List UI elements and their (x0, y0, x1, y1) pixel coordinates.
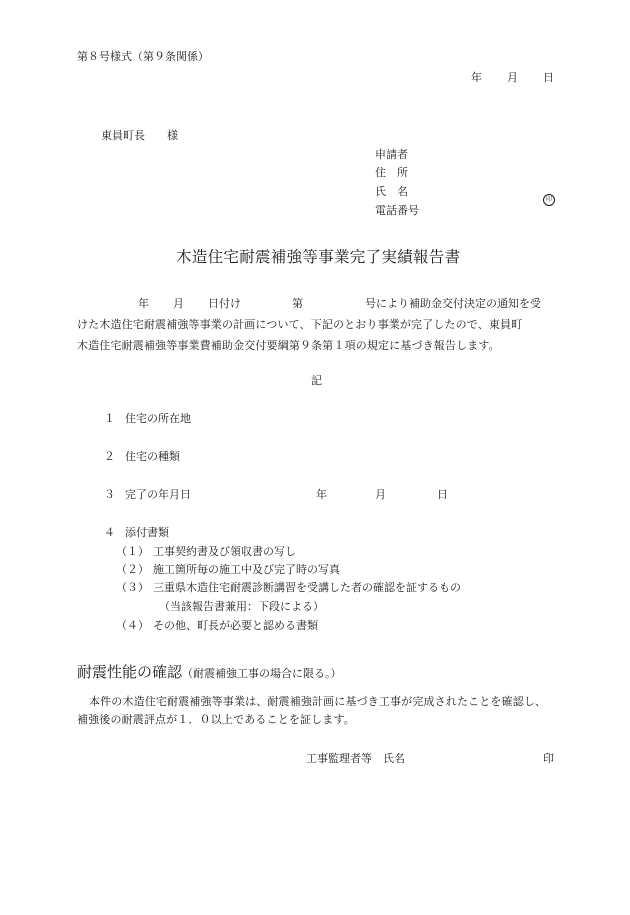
attachment-1-num: （１） (116, 545, 149, 558)
date-day: 日 (543, 71, 554, 84)
date-month: 月 (507, 71, 518, 84)
item-4-num: ４ (104, 526, 115, 539)
item-1-label: 住宅の所在地 (125, 412, 191, 425)
document-title: 木造住宅耐震補強等事業完了実績報告書 (176, 248, 461, 266)
attachment-1-text: 工事契約書及び領収書の写し (153, 545, 296, 558)
supervisor-label: 工事監理者等 氏名 (306, 752, 405, 765)
body-month: 月 (173, 297, 184, 310)
attachment-4-text: その他、町長が必要と認める書類 (153, 619, 318, 632)
applicant-address-label: 住 所 (375, 166, 408, 179)
item-3-label: 完了の年月日 (125, 488, 191, 501)
body-line2: けた木造住宅耐震補強等事業の計画について、下記のとおり事業が完了したので、東員町 (77, 318, 523, 331)
body-line3: 木造住宅耐震補強等事業費補助金交付要綱第９条第１項の規定に基づき報告します。 (77, 339, 500, 352)
item-3-month: 月 (375, 488, 386, 501)
seal-mark (543, 186, 555, 206)
ki-label: 記 (311, 374, 322, 387)
confirmation-line1: 本件の木造住宅耐震補強等事業は、耐震補強計画に基づき工事が完成されたことを確認し、 (89, 695, 547, 708)
confirmation-heading-row (77, 662, 342, 682)
attachment-3-text: 三重県木造住宅耐震診断講習を受講した者の確認を証するもの (153, 581, 461, 594)
attachment-3-num: （３） (116, 581, 149, 594)
attachment-2-num: （２） (116, 563, 149, 576)
attachment-4-num: （４） (116, 619, 149, 632)
applicant-phone-label: 電話番号 (375, 204, 419, 217)
item-2-label: 住宅の種類 (125, 450, 180, 463)
item-2-num: ２ (104, 450, 115, 463)
supervisor-seal: 印 (543, 752, 554, 765)
confirmation-line2: 補強後の耐震評点が１．０以上であることを証します。 (77, 713, 355, 726)
body-dai: 第 (292, 297, 303, 310)
item-3-year: 年 (316, 488, 327, 501)
body-line1-text: 号により補助金交付決定の通知を受 (365, 297, 541, 310)
addressee: 東員町長 (101, 129, 145, 142)
confirmation-heading: 耐震性能の確認 (77, 663, 183, 681)
attachment-2-text: 施工箇所毎の施工中及び完了時の写真 (153, 563, 340, 576)
body-dated: 日付け (208, 297, 241, 310)
form-number: 第８号様式（第９条関係） (77, 50, 209, 63)
item-1-num: １ (104, 412, 115, 425)
item-3-day: 日 (437, 488, 448, 501)
seal-text: 印 (543, 194, 555, 206)
confirmation-heading-note: （耐震補強工事の場合に限る。） (182, 667, 342, 680)
honorific: 様 (167, 129, 178, 142)
item-4-label: 添付書類 (125, 526, 169, 539)
date-year: 年 (471, 71, 482, 84)
item-3-num: ３ (104, 488, 115, 501)
applicant-name-label: 氏 名 (375, 185, 408, 198)
body-year: 年 (138, 297, 149, 310)
attachment-note: （当該報告書兼用：下段による） (159, 600, 324, 613)
applicant-heading: 申請者 (375, 148, 408, 161)
